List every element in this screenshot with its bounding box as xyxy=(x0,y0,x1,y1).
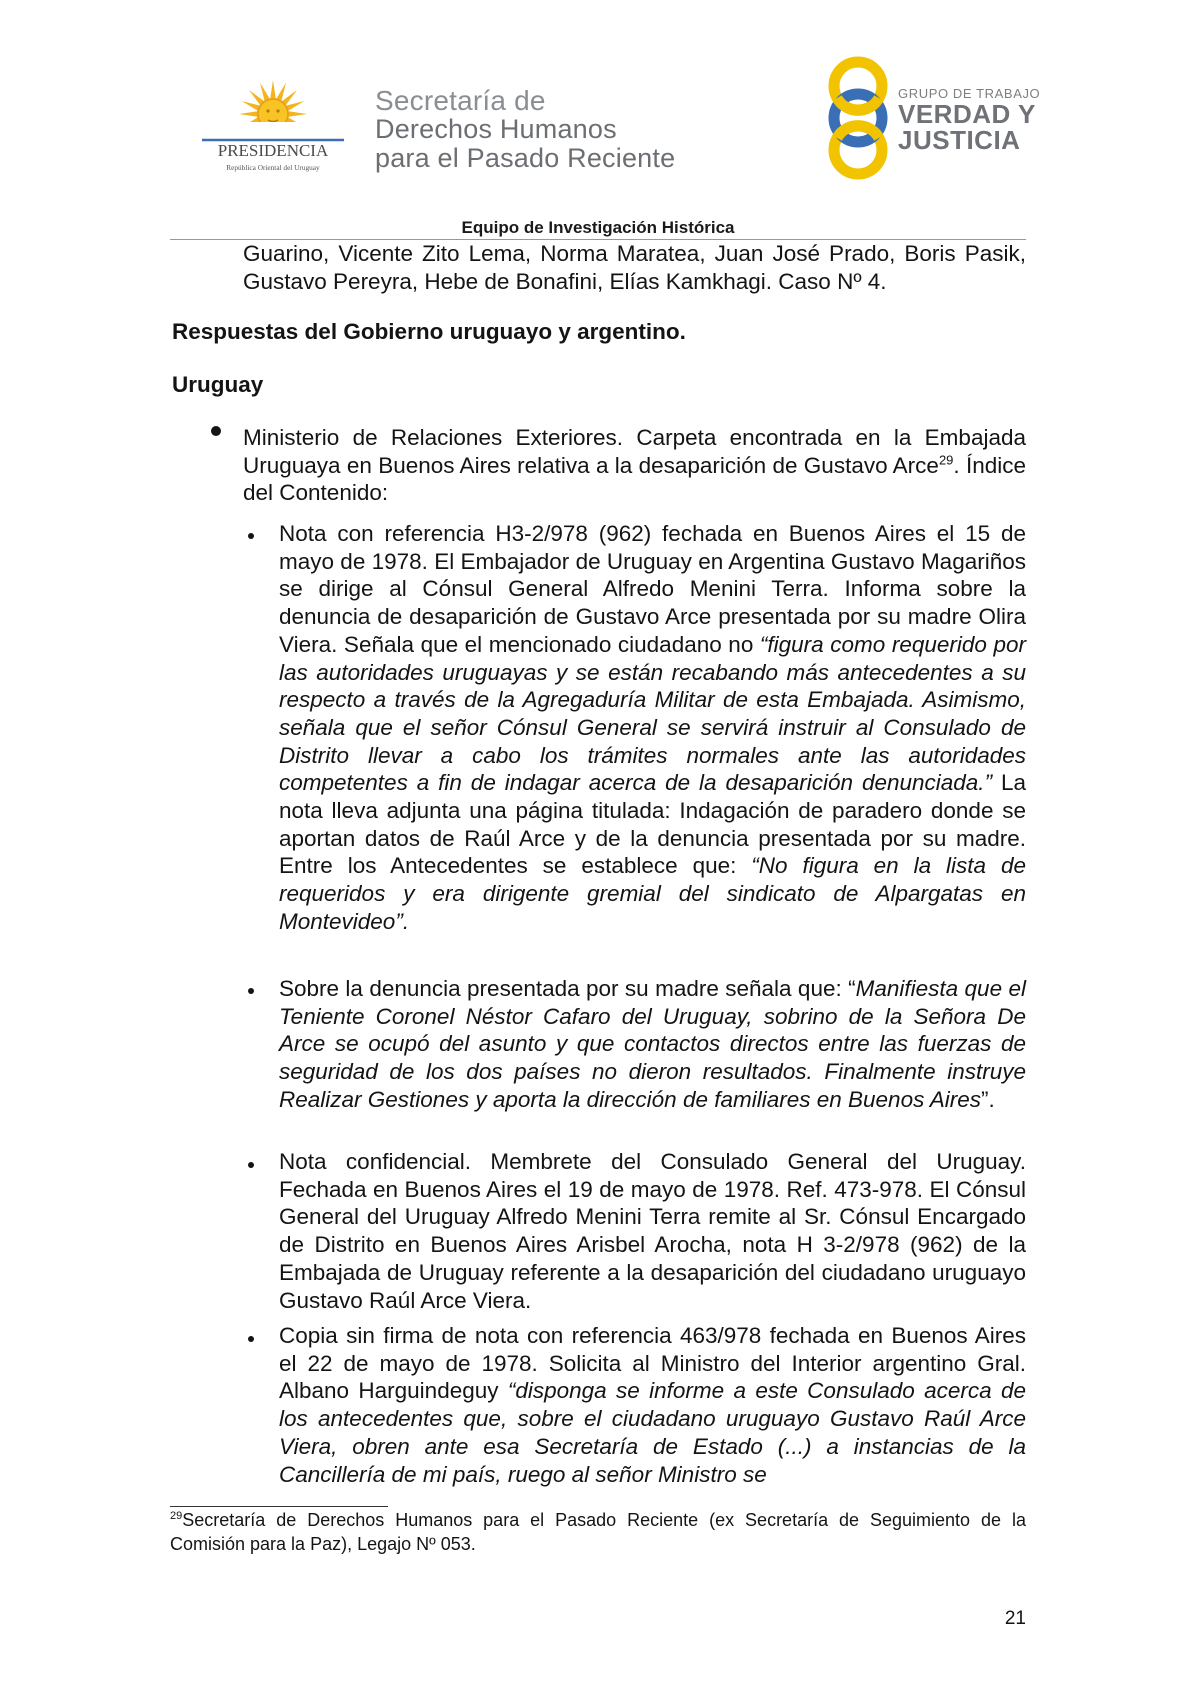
lead-paragraph: Guarino, Vicente Zito Lema, Norma Maratea, Juan José Prado, Boris Pasik, Gustavo Pereyra, Hebe de Bonafini, Elías Kamkhagi. Caso Nº 4. xyxy=(243,241,1026,294)
sun-emblem-icon xyxy=(198,78,348,174)
sub-bullet-dot xyxy=(248,533,254,539)
footnote-reference[interactable]: 29 xyxy=(938,452,954,468)
presidencia-logo xyxy=(198,78,348,174)
item-quote: “No figura en la lista de requeridos y era dirigente gremial del sindicato de Alpargatas en Montevideo”. xyxy=(279,853,1026,934)
footnote-text: Secretaría de Derechos Humanos para el Pasado Reciente (ex Secretaría de Seguimiento de la Comisión para la Paz), Legajo Nº 053. xyxy=(170,1510,1026,1554)
secretaria-title xyxy=(375,86,675,173)
footnote-divider xyxy=(170,1506,388,1507)
sub-bullet-dot xyxy=(248,1162,254,1168)
bullet-text-a: Ministerio de Relaciones Exteriores. Carpeta encontrada en la Embajada Uruguaya en Buenos Aires relativa a la desaparición de Gustavo Arce xyxy=(243,425,1026,478)
item-quote: Manifiesta que el Teniente Coronel Néstor Cafaro del Uruguay, sobrino de la Señora De Arce se ocupó del asunto y que contactos directos entre las fuerzas de seguridad de los dos países no dieron resultados. Finalmente instruye Realizar Gestiones y aporta la dirección de familiares en Buenos Aires xyxy=(279,976,1026,1112)
list-item xyxy=(279,975,1026,1114)
sub-bullet-dot xyxy=(248,1336,254,1342)
grupo-line-2: VERDAD Y xyxy=(898,99,1036,129)
section-heading: Respuestas del Gobierno uruguayo y argentino. xyxy=(172,319,686,344)
presidencia-name: PRESIDENCIA xyxy=(217,141,329,160)
item-quote: “figura como requerido por las autoridades uruguayas y se están recabando más antecedentes a su respecto a través de la Agregaduría Militar de esta Embajada. Asimismo, señala que el señor Cónsul General se servirá instruir al Consulado de Distrito llevar a cabo los trámites normales ante las autoridades competentes a fin de indagar acerca de la desaparición denunciada.” xyxy=(279,631,1026,796)
grupo-trabajo-text xyxy=(898,86,1041,155)
item-text: Nota confidencial. Membrete del Consulado General del Uruguay. Fechada en Buenos Aires el 19 de mayo de 1978. Ref. 473-978. El Cónsul General del Uruguay Alfredo Menini Terra remite al Sr. Cónsul Encargado de Distrito en Buenos Aires Arisbel Arocha, nota H 3-2/978 (962) de la Embajada de Uruguay referente a la desaparición del ciudadano uruguayo Gustavo Raúl Arce Viera. xyxy=(279,1149,1026,1313)
item-text: La nota lleva adjunta una página titulada: Indagación de paradero donde se aportan datos de Raúl Arce y de la denuncia presentada por su madre. Entre los Antecedentes se establece que: xyxy=(279,770,1026,879)
list-item xyxy=(279,1148,1026,1314)
item-text: Sobre la denuncia presentada por su madre señala que: “ xyxy=(279,976,856,1001)
footnote-number: 29 xyxy=(170,1510,183,1522)
list-item xyxy=(279,520,1026,936)
item-quote: “disponga se informe a este Consulado acerca de los antecedentes que, sobre el ciudadano uruguayo Gustavo Raúl Arce Viera, obren ante esa Secretaría de Estado (...) a instancias de la Cancillería de mi país, ruego al señor Ministro se xyxy=(279,1378,1026,1487)
footnote xyxy=(170,1509,1026,1556)
secretaria-line-3: para el Pasado Reciente xyxy=(375,143,676,173)
grupo-line-1: GRUPO DE TRABAJO xyxy=(898,86,1041,101)
bullet-text-b: . Índice del Contenido: xyxy=(243,452,1027,506)
list-item xyxy=(279,1322,1026,1488)
item-text: ”. xyxy=(981,1086,995,1112)
secretaria-line-2: Derechos Humanos xyxy=(375,114,617,144)
grupo-line-3: JUSTICIA xyxy=(898,125,1021,155)
bullet-dot xyxy=(211,426,221,436)
sub-bullet-dot xyxy=(248,988,254,994)
bullet-paragraph xyxy=(243,424,1026,507)
item-text: Nota con referencia H3-2/978 (962) fechada en Buenos Aires el 15 de mayo de 1978. El Embajador de Uruguay en Argentina Gustavo Magariños se dirige al Cónsul General Alfredo Menini Terra. Informa sobre la denuncia de desaparición de Gustavo Arce presentada por su madre Olira Viera. Señala que el mencionado ciudadano no xyxy=(279,521,1026,657)
subsection-heading: Uruguay xyxy=(172,372,264,397)
secretaria-line-1: Secretaría de xyxy=(375,85,546,116)
team-label: Equipo de Investigación Histórica xyxy=(461,218,735,237)
presidencia-subtitle: República Oriental del Uruguay xyxy=(226,163,320,172)
page-number: 21 xyxy=(1004,1608,1026,1629)
item-text: Copia sin firma de nota con referencia 463/978 fechada en Buenos Aires el 22 de mayo de 1978. Solicita al Ministro del Interior argentino Gral. Albano Harguindeguy xyxy=(279,1323,1026,1404)
